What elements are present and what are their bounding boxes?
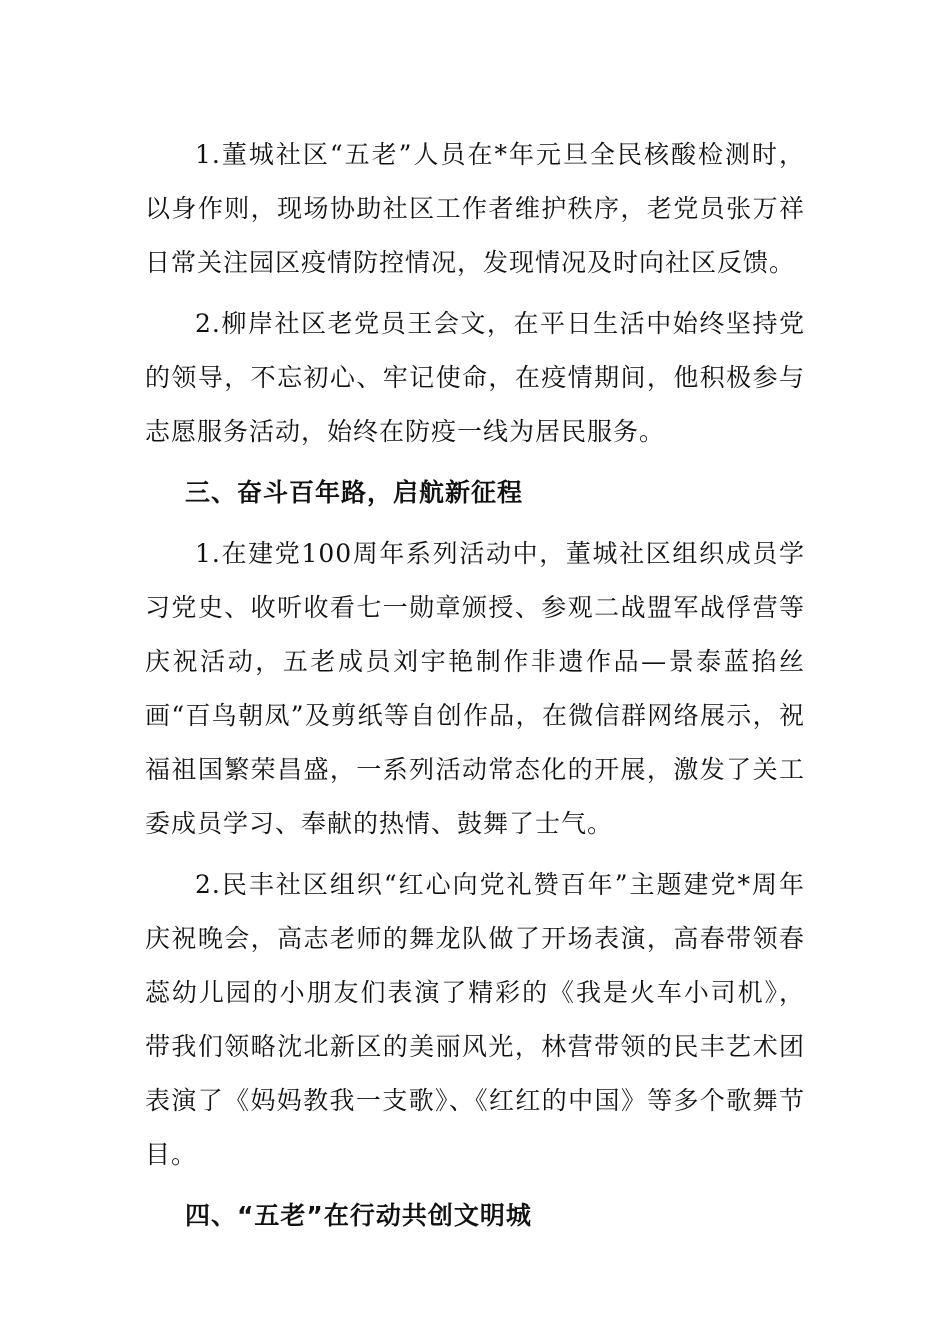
section-heading-three: 三、奋斗百年路，启航新征程 [185,478,524,507]
paragraph-liuan-volunteer: 2.柳岸社区老党员王会文，在平日生活中始终坚持党的领导，不忘初心、牢记使命，在疫情期间，他积极参与志愿服务活动，始终在防疫一线为居民服务。 [145,309,805,446]
paragraph-minfeng-gala: 2.民丰社区组织“红心向党礼赞百年”主题建党*周年庆祝晚会，高志老师的舞龙队做了开场表演，高春带领春蕊幼儿园的小朋友们表演了精彩的《我是火车小司机》，带我们领略沈北新区的美丽风光，林营带领的民丰艺术团表演了《妈妈教我一支歌》、《红红的中国》等多个歌舞节目。 [145,870,805,1169]
paragraph-party-centenary-activities: 1.在建党100周年系列活动中，董城社区组织成员学习党史、收听收看七一勋章颁授、参观二战盟军战俘营等庆祝活动，五老成员刘宇艳制作非遗作品—景泰蓝掐丝画“百鸟朝凤”及剪纸等自创作品，在微信群网络展示，祝福祖国繁荣昌盛，一系列活动常态化的开展，激发了关工委成员学习、奉献的热情、鼓舞了士气。 [145,539,805,838]
paragraph-dongcheng-testing: 1.董城社区“五老”人员在*年元旦全民核酸检测时，以身作则，现场协助社区工作者维护秩序，老党员张万祥日常关注园区疫情防控情况，发现情况及时向社区反馈。 [145,140,805,277]
document-body [145,128,805,1250]
section-heading-four: 四、“五老”在行动共创文明城 [185,1201,532,1230]
